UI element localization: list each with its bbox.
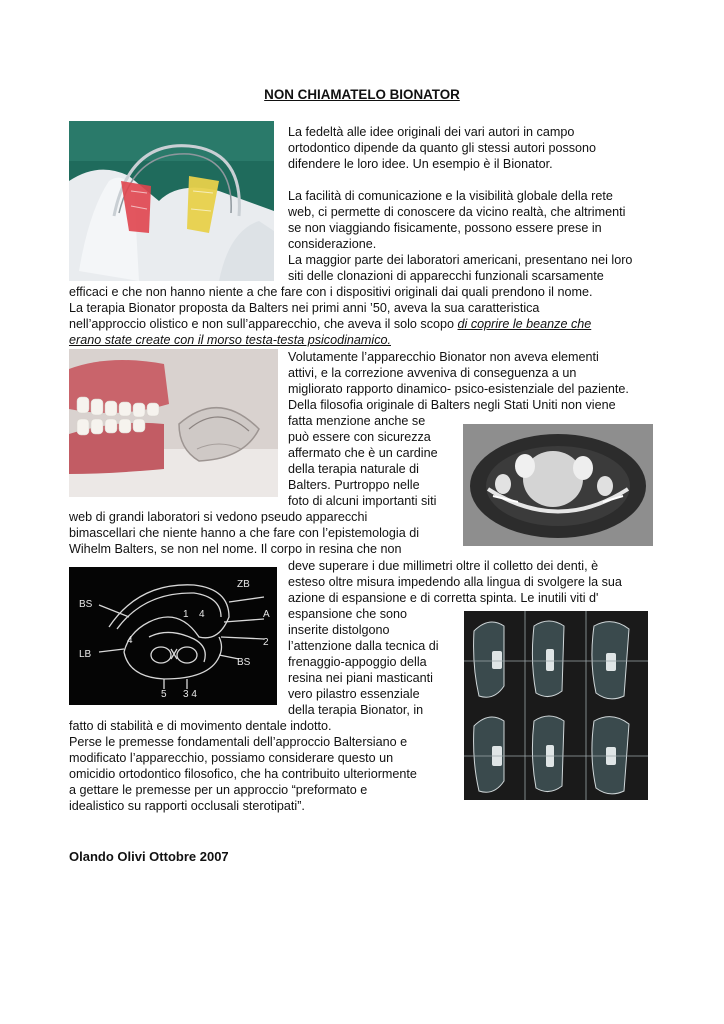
text-line: inserite distolgono (288, 623, 390, 637)
text-line: ortodontico dipende da quanto gli stessi autori possono (288, 141, 597, 155)
text-line: La terapia Bionator proposta da Balters nei primi anni ’50, aveva la sua caratteristica (69, 301, 540, 315)
text-line: fatto di stabilità e di movimento dentale indotto. (69, 719, 332, 733)
document-title: NON CHIAMATELO BIONATOR (264, 87, 460, 102)
diagram-label: 3 4 (183, 689, 197, 700)
text-line: della terapia Bionator, in (288, 703, 424, 717)
text-line: fatta menzione anche se (288, 414, 426, 428)
text-line: web di grandi laboratori si vedono pseudo apparecchi (69, 510, 368, 524)
author-signature: Olando Olivi Ottobre 2007 (69, 849, 229, 864)
text-line: difendere le loro idee. Un esempio è il Bionator. (288, 157, 553, 171)
text-line: Volutamente l’apparecchio Bionator non aveva elementi (288, 350, 599, 364)
diagram-label: BS (79, 599, 93, 610)
appliance-diagram (69, 567, 277, 705)
text-line: azione di espansione e di corretta spinta. Le inutili viti d' (288, 591, 599, 605)
text-line: della terapia naturale di (288, 462, 419, 476)
diagram-label: 4 (127, 635, 133, 646)
text-line: omicidio ortodontico filosofico, che ha contribuito ulteriormente (69, 767, 417, 781)
text-line: La facilità di comunicazione e la visibilità globale della rete (288, 189, 613, 203)
text-line: siti delle clonazioni di apparecchi funzionali scarsamente (288, 269, 604, 283)
text-line: deve superare i due millimetri oltre il colletto dei denti, è (288, 559, 599, 573)
diagram-label: 1 (183, 609, 189, 620)
text-line: web, ci permette di conoscere da vicino realtà, che altrimenti (288, 205, 626, 219)
diagram-label: LB (79, 649, 92, 660)
diagram-label: 2 (263, 637, 269, 648)
text-line: bimascellari che niente hanno a che fare con l’epistemologia di (69, 526, 420, 540)
text-line: resina nei piani masticanti (288, 671, 433, 685)
diagram-label: 4 (199, 609, 205, 620)
diagram-label: ZB (237, 579, 250, 590)
text-line: efficaci e che non hanno niente a che fare con i dispositivi originali dai quali prendono il nome. (69, 285, 593, 299)
appliance-with-teeth-photo (69, 349, 278, 497)
diagram-label: 5 (161, 689, 167, 700)
text-line: può essere con sicurezza (288, 430, 431, 444)
text-line: La maggior parte dei laboratori americani, presentano nei loro (288, 253, 633, 267)
appliance-in-hand-photo (69, 121, 274, 281)
text-line: La fedeltà alle idee originali dei vari autori in campo (288, 125, 575, 139)
diagram-label: BS (237, 657, 251, 668)
diagram-label: A (263, 609, 270, 620)
text-line: se non viaggiando fisicamente, possono essere prese in (288, 221, 602, 235)
text-line: affermato che è un cardine (288, 446, 438, 460)
text-line (69, 316, 591, 332)
text-span: nell’approccio olistico e non sull’apparecchio, che aveva il solo scopo (69, 317, 458, 331)
underlined-phrase: di coprire le beanze che (457, 317, 592, 331)
text-line: Della filosofia originale di Balters negli Stati Uniti non viene (288, 398, 616, 412)
mouth-xray-photo (463, 424, 653, 546)
text-line: espansione che sono (288, 607, 408, 621)
text-line: l’attenzione dalla tecnica di (288, 639, 439, 653)
text-line: idealistico su rapporti occlusali sterotipati”. (69, 799, 305, 813)
text-line: Perse le premesse fondamentali dell’approccio Baltersiano e (69, 735, 408, 749)
text-line: frenaggio-appoggio della (288, 655, 427, 669)
text-line: Balters. Purtroppo nelle (288, 478, 420, 492)
text-line: a gettare le premesse per un approccio “preformato e (69, 783, 368, 797)
underlined-line: erano state create con il morso testa-testa psicodinamico. (69, 333, 391, 347)
text-line: esteso oltre misura impedendo alla lingua di svolgere la sua (288, 575, 622, 589)
text-line: attivi, e la correzione avveniva di conseguenza a un (288, 366, 577, 380)
cross-section-panels (464, 611, 648, 800)
text-line: vero pilastro essenziale (288, 687, 420, 701)
text-line: modificato l’apparecchio, possiamo considerare questo un (69, 751, 394, 765)
text-line: considerazione. (288, 237, 377, 251)
text-line: foto di alcuni importanti siti (288, 494, 437, 508)
text-line: Wihelm Balters, se non nel nome. Il corpo in resina che non (69, 542, 402, 556)
text-line: migliorato rapporto dinamico- psico-esistenziale del paziente. (288, 382, 629, 396)
